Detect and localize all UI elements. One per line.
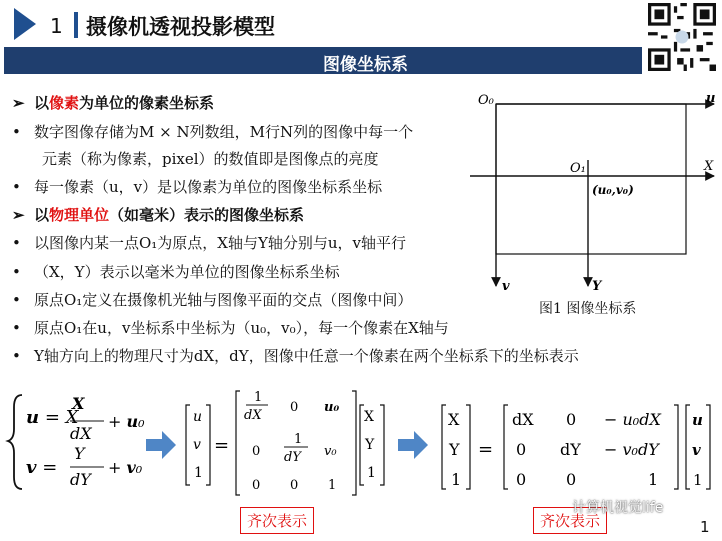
x-label: X bbox=[704, 159, 714, 174]
text: 以图像内某一点O₁为原点，X轴与Y轴分别与u，v轴平行 bbox=[34, 234, 407, 252]
text: 以 bbox=[34, 94, 50, 112]
m1-r1c2: 0 bbox=[290, 400, 299, 415]
arrow-bullet-icon: ➢ bbox=[12, 94, 25, 112]
m2-r1c3: − u₀dX bbox=[604, 410, 661, 429]
header-divider bbox=[74, 12, 78, 38]
m1-r2c1: 0 bbox=[252, 444, 261, 459]
homogeneous-label-2: 齐次表示 bbox=[533, 507, 607, 534]
text: （X，Y）表示以毫米为单位的图像坐标系坐标 bbox=[34, 263, 340, 281]
eq-v: v = bbox=[26, 457, 58, 478]
text-line bbox=[12, 121, 413, 142]
m2-r2c2: dY bbox=[560, 440, 581, 459]
dot-bullet-icon: • bbox=[12, 178, 21, 196]
text-line bbox=[12, 317, 449, 338]
section-number: 1 bbox=[50, 14, 63, 38]
m2-r3c1: 0 bbox=[516, 470, 527, 489]
highlight-text: 像素 bbox=[49, 94, 80, 112]
m1-r1c3: u₀ bbox=[324, 400, 340, 415]
slide-title: 摄像机透视投影模型 bbox=[86, 15, 275, 39]
dot-bullet-icon: • bbox=[12, 291, 21, 309]
text-line bbox=[12, 148, 379, 169]
m1-r3c3: 1 bbox=[328, 478, 337, 493]
vec-X: X bbox=[364, 409, 374, 425]
qr-code-icon bbox=[648, 3, 716, 71]
o0-label: O₀ bbox=[478, 93, 494, 108]
m1-r3c1: 0 bbox=[252, 478, 261, 493]
vec3-v: v bbox=[692, 441, 701, 459]
y-label: Y bbox=[592, 279, 602, 294]
eq-u: u = X bbox=[26, 407, 79, 428]
vec2-Y: Y bbox=[449, 440, 460, 459]
m1-num: 1 bbox=[254, 390, 263, 405]
text: 原点O₁定义在摄像机光轴与图像平面的交点（图像中间） bbox=[34, 291, 413, 309]
text: 以 bbox=[34, 206, 50, 224]
vec2-1: 1 bbox=[451, 470, 462, 489]
text: Y轴方向上的物理尺寸为dX，dY，图像中任意一个像素在两个坐标系下的坐标表示 bbox=[34, 347, 579, 365]
slide-header bbox=[0, 0, 722, 46]
m2-r1c1: dX bbox=[512, 410, 534, 429]
m2-r2c3: − v₀dY bbox=[604, 440, 659, 459]
m2-r2c1: 0 bbox=[516, 440, 527, 459]
plus-v0: + v₀ bbox=[108, 458, 143, 477]
brace bbox=[8, 395, 22, 489]
uv0-label: (u₀,v₀) bbox=[592, 183, 634, 197]
vec2-X: X bbox=[448, 410, 460, 429]
vec3-u: u bbox=[692, 411, 703, 429]
frac-den-dY: dY bbox=[70, 470, 91, 489]
dot-bullet-icon: • bbox=[12, 319, 21, 337]
text: 数字图像存储为M × N列数组，M行N列的图像中每一个 bbox=[34, 123, 414, 141]
vec-1: 1 bbox=[194, 465, 203, 481]
vec-1: 1 bbox=[367, 465, 376, 481]
page-number: 1 bbox=[700, 518, 710, 536]
text: （如毫米）表示的图像坐标系 bbox=[109, 206, 305, 224]
vec-u: u bbox=[193, 409, 203, 425]
m1-r3c2: 0 bbox=[290, 478, 299, 493]
equals: = bbox=[478, 439, 494, 460]
text-line bbox=[12, 261, 340, 282]
vec3-1: 1 bbox=[693, 471, 703, 489]
dot-bullet-icon: • bbox=[12, 347, 21, 365]
text-line bbox=[12, 289, 412, 310]
v-label: v bbox=[502, 279, 510, 294]
frac-num-X: X bbox=[72, 394, 85, 413]
o1-label: O₁ bbox=[570, 161, 586, 176]
equals: = bbox=[214, 435, 230, 456]
highlight-text: 物理单位 bbox=[49, 206, 110, 224]
text-line bbox=[12, 176, 382, 197]
image-coordinate-diagram bbox=[470, 90, 720, 320]
dot-bullet-icon: • bbox=[12, 234, 21, 252]
text: 每一像素（u，v）是以像素为单位的图像坐标系坐标 bbox=[34, 178, 383, 196]
m2-r3c3: 1 bbox=[648, 470, 659, 489]
arrow-bullet-icon: ➢ bbox=[12, 206, 25, 224]
frac-den-dX: dX bbox=[70, 424, 92, 443]
text: 元素（称为像素，pixel）的数值即是图像点的亮度 bbox=[42, 150, 379, 168]
figure-caption: 图1 图像坐标系 bbox=[539, 301, 637, 317]
plus-u0: + u₀ bbox=[108, 412, 145, 431]
m1-num2: 1 bbox=[294, 432, 303, 447]
u-label: u bbox=[706, 91, 716, 106]
arrow-right-icon bbox=[146, 431, 176, 459]
slide-subtitle: 图像坐标系 bbox=[323, 55, 408, 75]
vec-Y: Y bbox=[365, 437, 375, 453]
frac-num-Y: Y bbox=[74, 444, 85, 463]
arrow-right-icon bbox=[398, 431, 428, 459]
subtitle-bar bbox=[4, 47, 642, 74]
image-plane-rect bbox=[496, 104, 686, 254]
m2-r3c2: 0 bbox=[566, 470, 577, 489]
formula-panel bbox=[0, 385, 722, 505]
dot-bullet-icon: • bbox=[12, 263, 21, 281]
m1-r2c3: v₀ bbox=[324, 444, 337, 459]
homogeneous-label-1: 齐次表示 bbox=[240, 507, 314, 534]
heading-physical-coords bbox=[12, 204, 304, 225]
text-line bbox=[12, 345, 579, 366]
dot-bullet-icon: • bbox=[12, 123, 21, 141]
vec-v: v bbox=[193, 437, 201, 453]
heading-pixel-coords bbox=[12, 92, 214, 113]
m2-r1c2: 0 bbox=[566, 410, 577, 429]
text: 为单位的像素坐标系 bbox=[79, 94, 215, 112]
section-triangle-icon bbox=[14, 8, 36, 40]
m1-den-dY: dY bbox=[284, 450, 301, 465]
text: 原点O₁在u，v坐标系中坐标为（u₀，v₀），每一个像素在X轴与 bbox=[34, 319, 449, 337]
text-line bbox=[12, 232, 406, 253]
m1-den-dX: dX bbox=[244, 408, 262, 423]
watermark: 计算机视觉life bbox=[572, 500, 664, 516]
